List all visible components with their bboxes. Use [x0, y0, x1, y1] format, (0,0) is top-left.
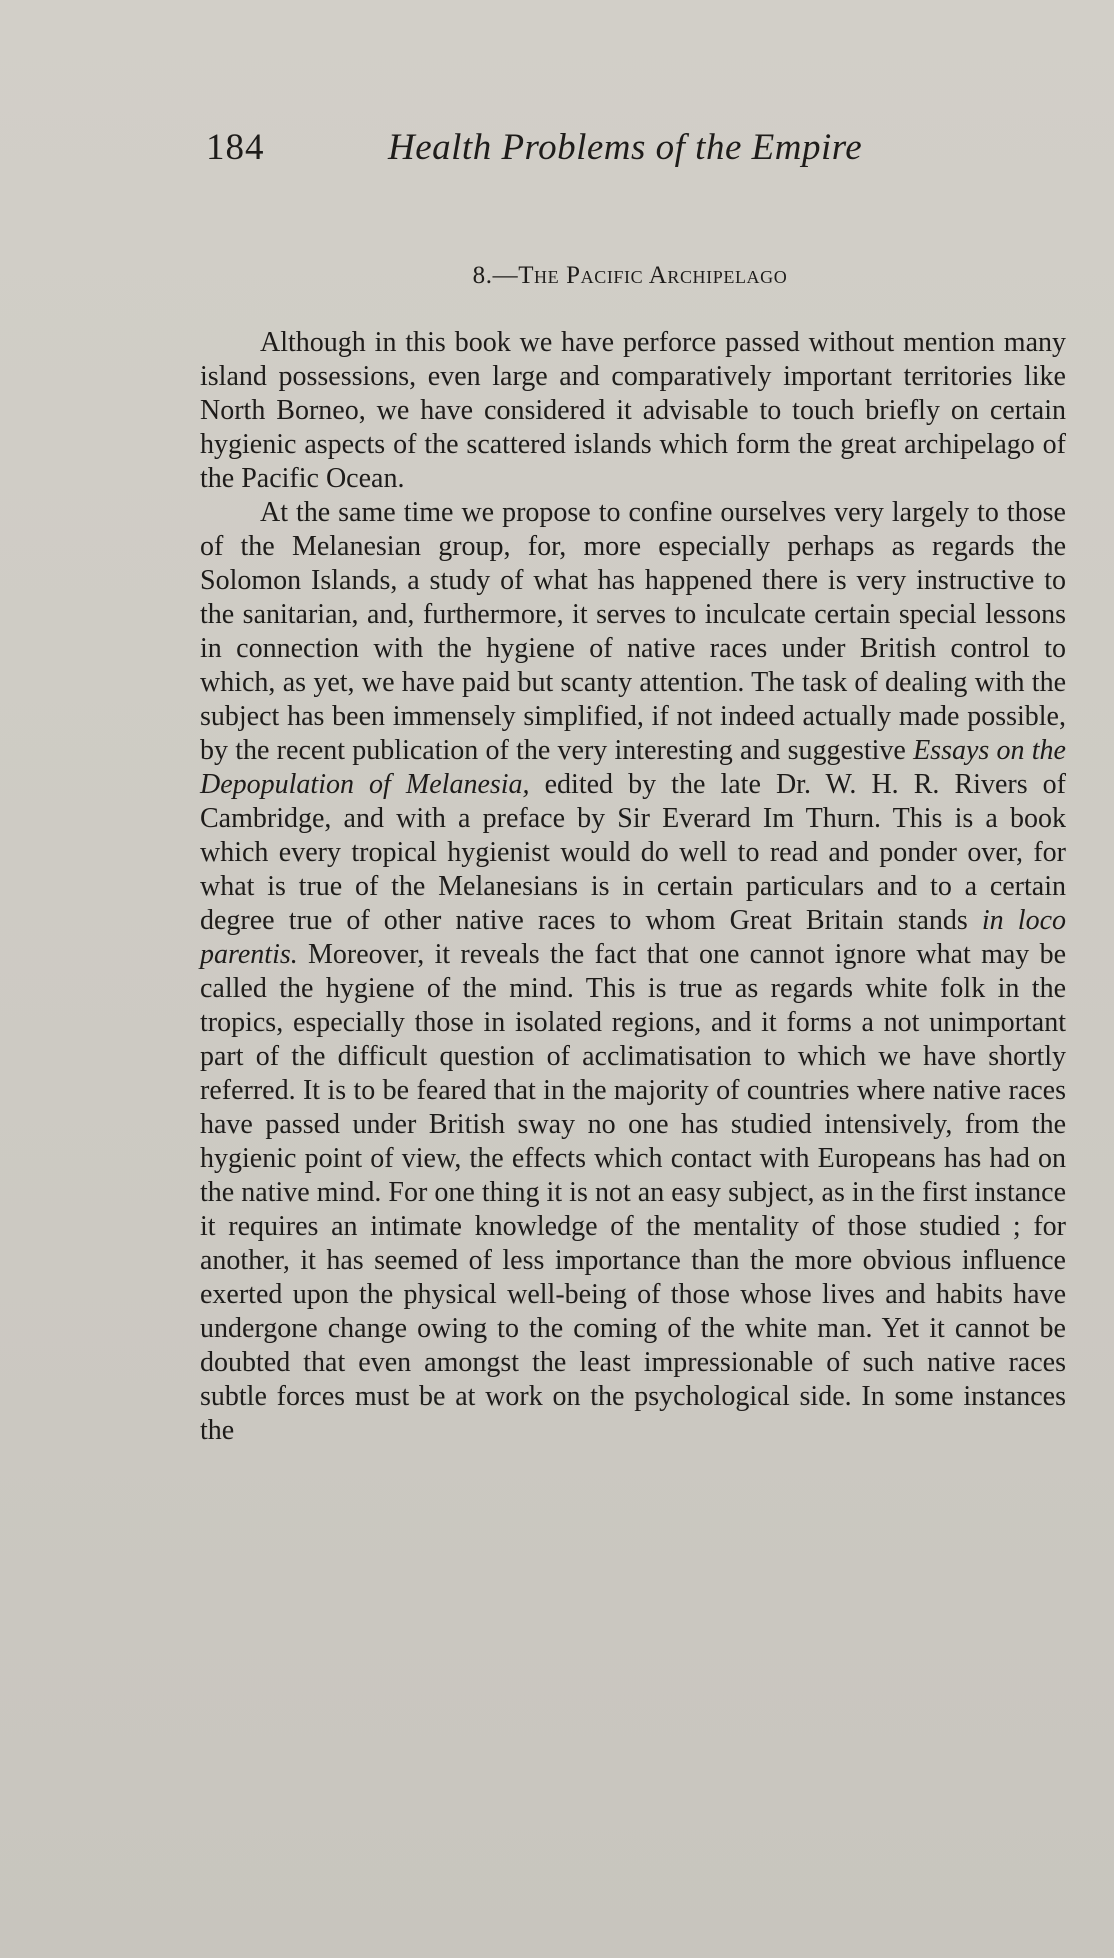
page-number: 184 [206, 127, 265, 168]
section-heading: 8.—The Pacific Archipelago [472, 262, 788, 289]
paragraph-1 [200, 326, 1066, 496]
running-head [206, 126, 922, 178]
running-title: Health Problems of the Empire [388, 127, 863, 168]
book-title: Essays on the Depopulation of Melanesia, [200, 735, 1066, 800]
paragraph-2-part-1: At the same time we propose to confine ourselves very largely to those of the Melanesian group, for, more especially perhaps as regards the Solomon Islands, a study of what has happened there is very instructive to the sanitarian, and, furthermore, it serves to inculcate certain special lessons in connection with the hygiene of native races under British control to which, as yet, we have paid but scanty attention. The task of dealing with the subject has been immensely simplified, if not indeed actually made possible, by the recent publication of the very interesting and suggestive [200, 497, 1066, 766]
paragraph-2-part-2: edited by the late Dr. W. H. R. Rivers of Cambridge, and with a preface by Sir Everard Im Thurn. This is a book which every tropical hygienist would do well to read and ponder over, for what is true of the Melanesians is in certain particulars and to a certain degree true of other native races to whom Great Britain stands [200, 769, 1066, 936]
paragraph-2-part-3: Moreover, it reveals the fact that one cannot ignore what may be called the hygiene of the mind. This is true as regards white folk in the tropics, especially those in isolated regions, and it forms a not unimportant part of the difficult question of acclimatisation to which we have shortly referred. It is to be feared that in the majority of countries where native races have passed under British sway no one has studied intensively, from the hygienic point of view, the effects which contact with Europeans has had on the native mind. For one thing it is not an easy subject, as in the first instance it requires an intimate knowledge of the mentality of those studied ; for another, it has seemed of less importance than the more obvious influence exerted upon the physical well-being of those whose lives and habits have undergone change owing to the coming of the white man. Yet it cannot be doubted that even amongst the least impressionable of such native races subtle forces must be at work on the psychological side. In some instances the [200, 939, 1066, 1446]
body-text [200, 326, 1066, 1448]
paragraph-2 [200, 496, 1066, 1448]
paragraph-1-text: Although in this book we have perforce passed without mention many island possessions, even large and comparatively important territories like North Borneo, we have considered it advisable to touch briefly on certain hygienic aspects of the scattered islands which form the great archipelago of the Pacific Ocean. [200, 327, 1066, 494]
latin-phrase: in loco parentis. [200, 905, 1066, 970]
